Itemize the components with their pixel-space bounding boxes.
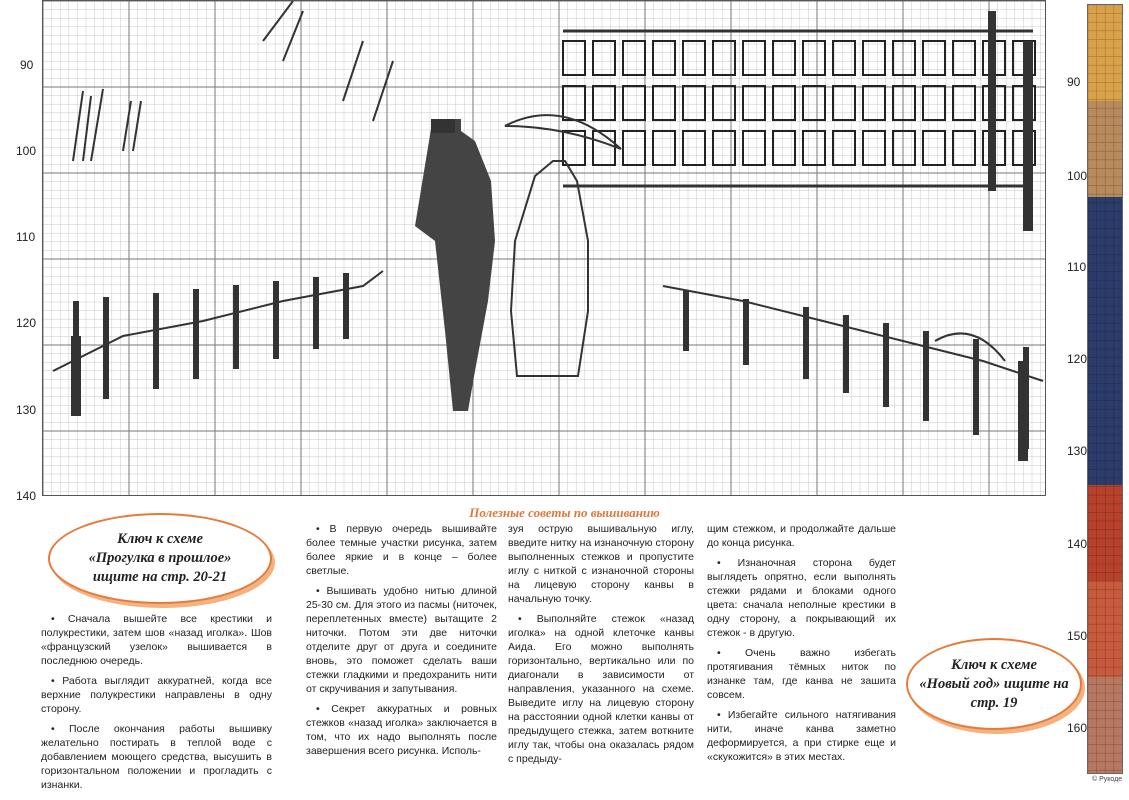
fence-post [193,289,199,379]
fence-post [273,281,279,359]
tips-column-1 [41,612,272,798]
fence-post [923,331,929,421]
building-window [623,131,645,165]
row-label-90: 90 [20,58,34,72]
strip-label-120: 120 [1067,352,1088,366]
building-window [653,131,675,165]
building-window [623,86,645,120]
tip-paragraph: • Работа выглядит аккуратней, когда все верхние полукрестики направлены в одну сторону. [41,675,272,715]
fence-post [103,297,109,399]
building-pillar [988,11,996,191]
building-window [773,86,795,120]
color-strip-chart [1087,4,1123,774]
key-box-novy-god [906,638,1082,730]
building-edges [563,31,1033,186]
fence-post [313,277,319,349]
fence-post [883,323,889,407]
tips-column-4 [707,522,896,770]
building-window [743,86,765,120]
key1-line-3: ищите на стр. 20-21 [92,569,228,585]
building-window [863,86,885,120]
row-label-100: 100 [16,144,37,158]
cross-stitch-chart [42,0,1046,496]
key1-line-1: Ключ к схеме [117,531,203,547]
row-label-120: 120 [16,316,37,330]
key2-line-1: Ключ к схеме [951,656,1037,673]
building-window [833,131,855,165]
building-window [593,86,615,120]
tips-column-2 [306,522,497,764]
strip-canvas [1088,5,1122,773]
strip-label-160: 160 [1067,721,1088,735]
key2-line-3: стр. 19 [970,694,1018,711]
building-window [683,131,705,165]
tree-branches [73,1,393,161]
row-label-130: 130 [16,403,37,417]
fence-post [973,339,979,435]
building-window [563,86,585,120]
building-window [743,131,765,165]
man-hat [431,119,455,133]
fence-post [343,273,349,339]
tips-column-3 [508,522,694,772]
copyright-text: © Рукоде [1092,776,1123,783]
building-window [803,131,825,165]
building-window [713,86,735,120]
fence-post [843,315,849,393]
tip-paragraph: • Выполняйте стежок «назад иголка» на одной клеточке канвы Аида. Его можно выполнять горизонтально, вертикально или по диагонали в зависимости от направления, указанного на схеме. Выведите иглу на лицевую сторону на расстоянии одной клетки канвы от предыдущего стежка, затем воткните иглу так, чтобы она оказалась рядом с предыду- [508,613,694,765]
building-window [833,86,855,120]
building-window [713,131,735,165]
strip-label-110: 110 [1067,260,1087,274]
key-box-progulka [48,513,272,604]
tip-paragraph: • После окончания работы вышивку желательно постирать в теплой воде с добавлением моющего средства, высушить в горизонтальном положении и прогладить с изнанки. [41,723,272,791]
fence-post [1018,361,1028,461]
fence-post [233,285,239,369]
strip-label-90: 90 [1067,75,1081,89]
fence-post [71,336,81,416]
building-block [563,41,1035,165]
row-label-140: 140 [16,489,37,503]
man-figure [415,119,495,411]
key2-line-2: «Новый год» ищите на [919,675,1069,692]
building-window [923,86,945,120]
building-pillar [1023,41,1033,231]
tip-paragraph: щим стежком, и продолжайте дальше до конца рисунка. [707,523,896,549]
fence-left [53,271,383,371]
fence-post [743,299,749,365]
tips-title: Полезные советы по вышиванию [469,505,660,520]
tip-paragraph: зуя острую вышивальную иглу, введите нитку на изнаночную сторону выполненных стежков и пропустите иглу с ниткой с изнаночной стороны на лицевую сторону канвы в начальную точку. [508,523,694,605]
fence-post [683,291,689,351]
strip-label-100: 100 [1067,169,1088,183]
tip-paragraph: • Секрет аккуратных и ровных стежков «назад иголка» заключается в том, что их надо выполнять после завершения всего рисунка. Исполь- [306,703,497,757]
tip-paragraph: • В первую очередь вышивайте более темные участки рисунка, затем более яркие и в конце – более светлые. [306,523,497,577]
tip-paragraph: • Сначала вышейте все крестики и полукрестики, затем шов «назад иголка». Шов «французский узелок» вышивается в последнюю очередь. [41,613,272,667]
strip-label-130: 130 [1067,444,1088,458]
fence-post [803,307,809,379]
building-window [683,86,705,120]
building-window [923,131,945,165]
strip-label-140: 140 [1067,537,1088,551]
strip-label-150: 150 [1067,629,1088,643]
chart-canvas [43,1,1045,495]
building-window [773,131,795,165]
building-window [863,131,885,165]
fence-post [153,293,159,389]
tip-paragraph: • Избегайте сильного натягивания нити, иначе канва заметно деформируется, а при стирке еще и «скукожится» в этих местах. [707,709,896,763]
key1-line-2: «Прогулка в прошлое» [88,550,232,566]
fence-right [663,286,1043,381]
building-window [803,86,825,120]
building-window [653,86,675,120]
row-label-110: 110 [16,230,36,244]
tip-paragraph: • Изнаночная сторона будет выглядеть опрятно, если выполнять стежки рядами и блоками одного цвета: сначала неполные крестики в одну сторону, а покрывающий их стежок - в другую. [707,557,896,639]
tip-paragraph: • Очень важно избегать протягивания тёмных ниток по изнанке там, где канва не зашита совсем. [707,647,896,701]
tip-paragraph: • Вышивать удобно нитью длиной 25-30 см. Для этого из пасмы (ниточек, переплетенных вместе) вытащите 2 ниточки. Потом эти две ниточки отделите друг от друга и соедините вновь, это поможет сделать ваши стежки гладкими и предохранить нити от скручивания и запутывания. [306,585,497,695]
